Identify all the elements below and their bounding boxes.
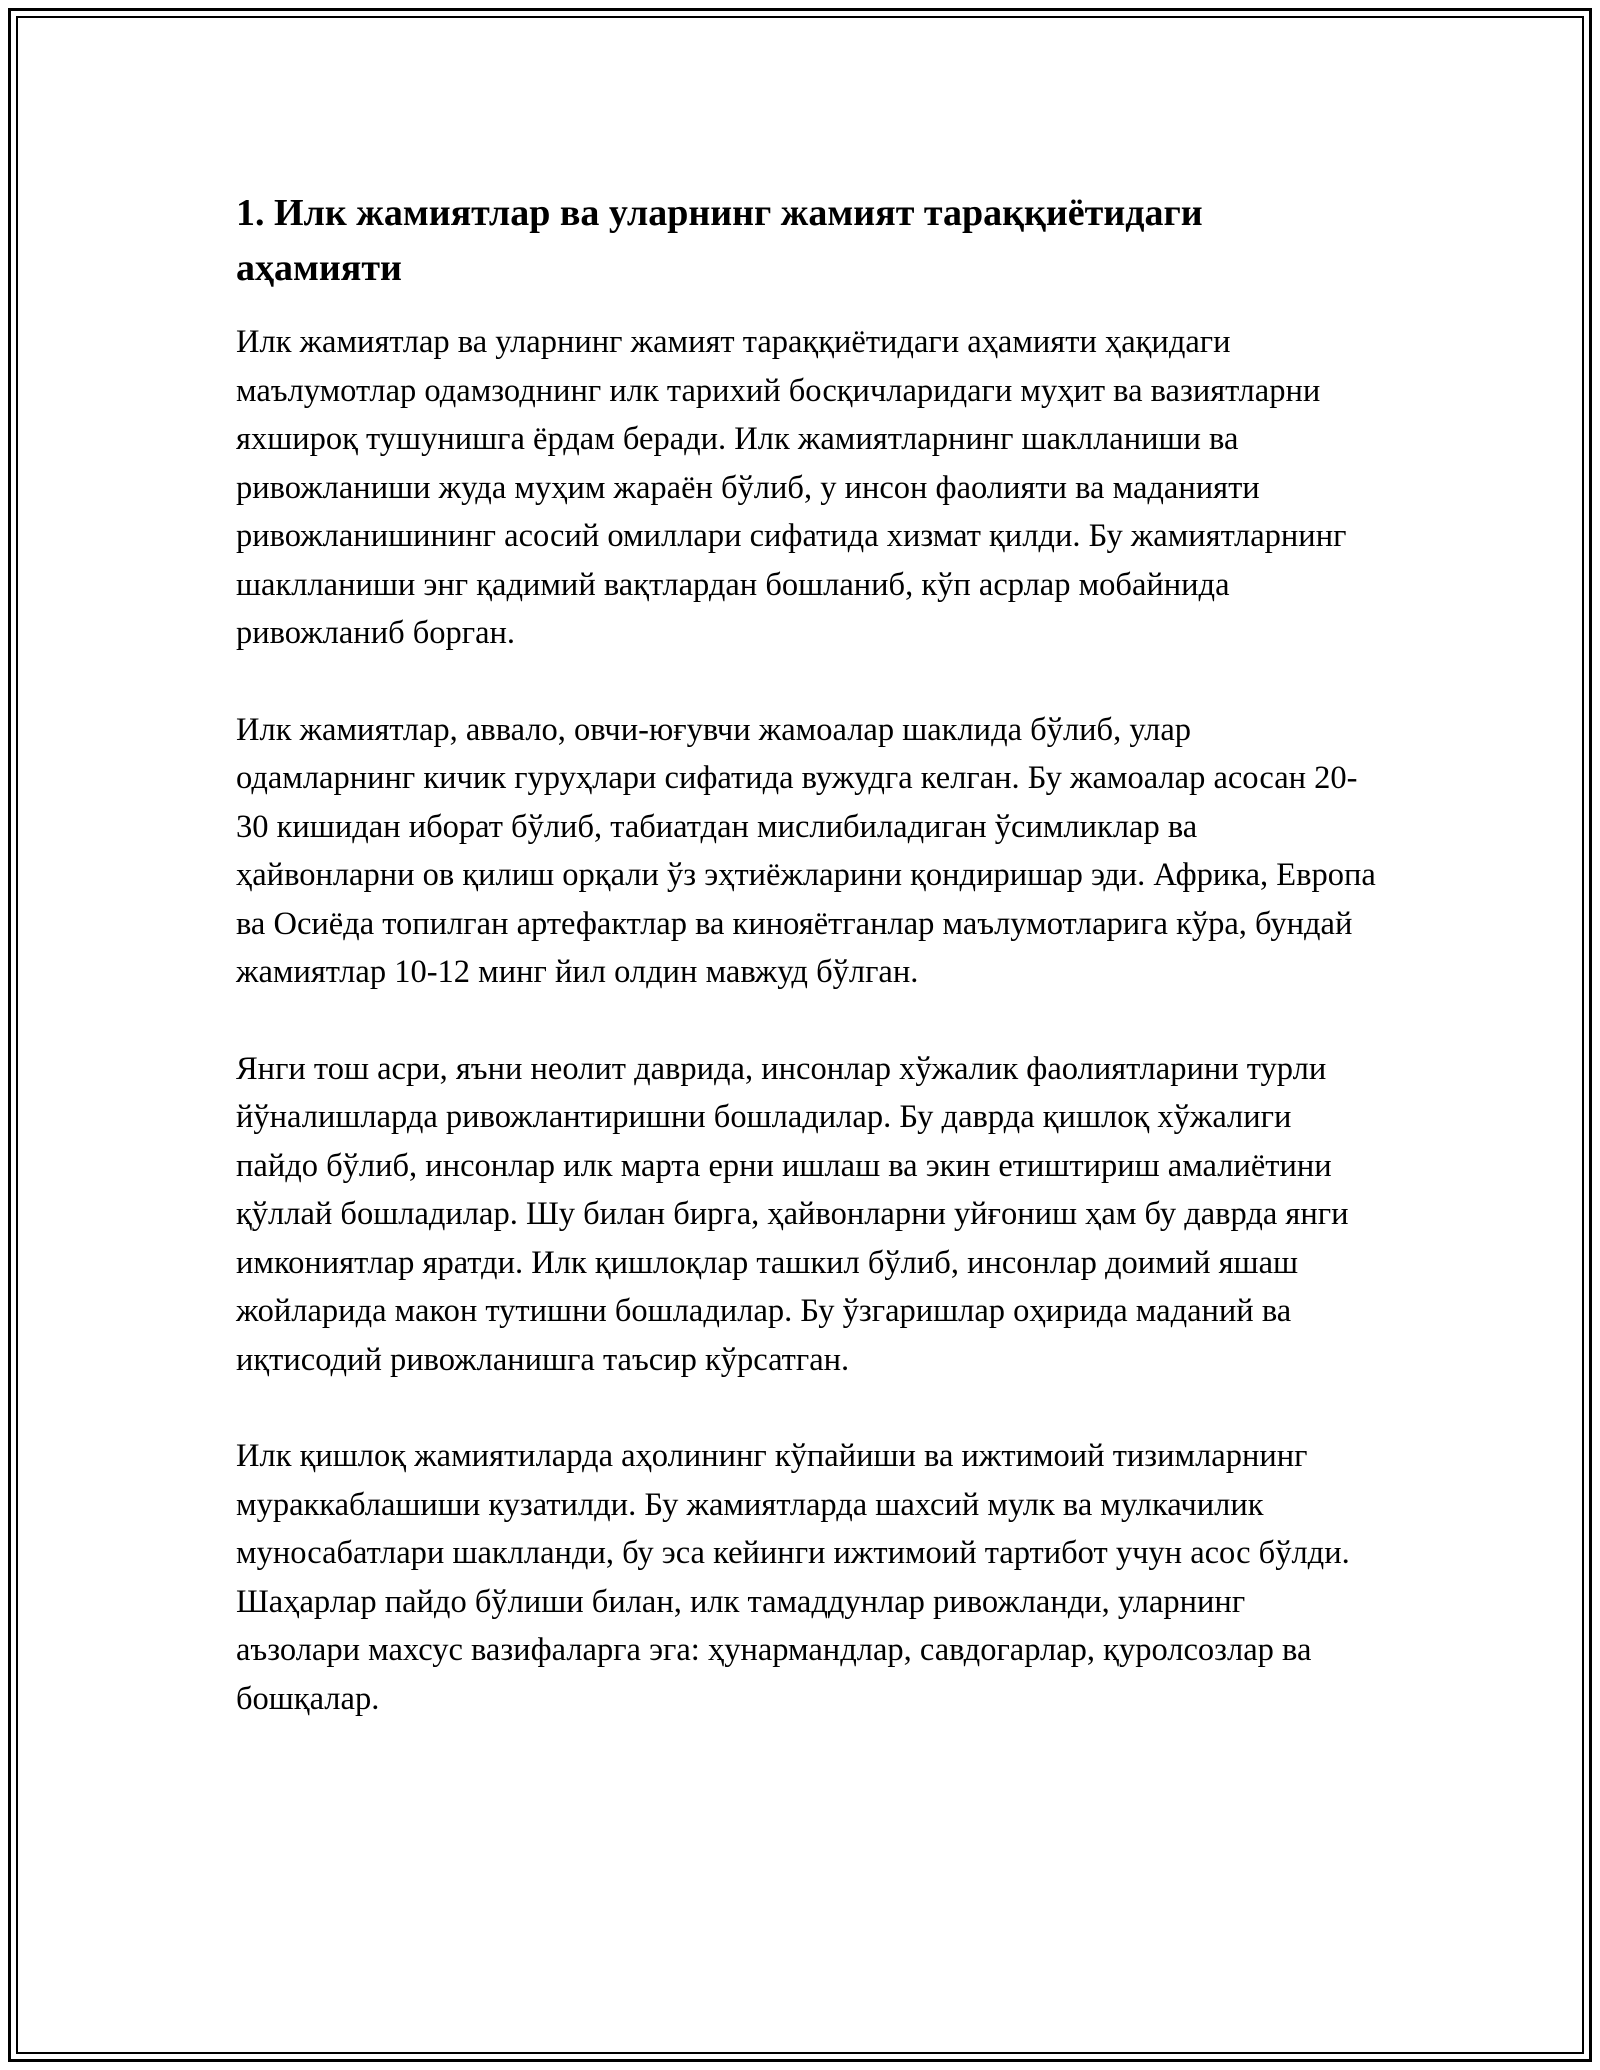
paragraph-2: Илк жамиятлар, аввало, овчи-юғувчи жамоалар шаклида бўлиб, улар одамларнинг кичик гуруҳлари сифатида вужудга келган. Бу жамоалар асосан 20-30 кишидан иборат бўлиб, табиатдан мислибиладиган ўсимликлар ва ҳайвонларни ов қилиш орқали ўз эҳтиёжларини қондиришар эди. Африка, Европа ва Осиёда топилган артефактлар ва кинояётганлар маълумотларига кўра, бундай жамиятлар 10-12 минг йил олдин мавжуд бўлган. xyxy=(236,711,1376,990)
document-body xyxy=(236,186,1376,1723)
paragraph-3: Янги тош асри, яъни неолит даврида, инсонлар хўжалик фаолиятларини турли йўналишларда ривожлантиришни бошладилар. Бу даврда қишлоқ хўжалиги пайдо бўлиб, инсонлар илк марта ерни ишлаш ва экин етиштириш амалиётини қўллай бошладилар. Шу билан бирга, ҳайвонларни уйғониш ҳам бу даврда янги имкониятлар яратди. Илк қишлоқлар ташкил бўлиб, инсонлар доимий яшаш жойларида макон тутишни бошладилар. Бу ўзгаришлар оҳирида маданий ва иқтисодий ривожланишга таъсир кўрсатган. xyxy=(236,1050,1349,1378)
section-heading: 1. Илк жамиятлар ва уларнинг жамият тараққиётидаги аҳамияти xyxy=(236,192,1203,289)
paragraph-4: Илк қишлоқ жамиятиларда аҳолининг кўпайиши ва ижтимоий тизимларнинг мураккаблашиши кузатилди. Бу жамиятларда шахсий мулк ва мулкачилик муносабатлари шаклланди, бу эса кейинги ижтимоий тартибот учун асос бўлди. Шаҳарлар пайдо бўлиши билан, илк тамаддунлар ривожланди, уларнинг аъзолари махсус вазифаларга эга: ҳунармандлар, савдогарлар, қуролсозлар ва бошқалар. xyxy=(236,1438,1350,1717)
paragraph-1: Илк жамиятлар ва уларнинг жамият тараққиётидаги аҳамияти ҳақидаги маълумотлар одамзоднинг илк тарихий босқичларидаги муҳит ва вазиятларни яхшироқ тушунишга ёрдам беради. Илк жамиятларнинг шаклланиши ва ривожланиши жуда муҳим жараён бўлиб, у инсон фаолияти ва маданияти ривожланишининг асосий омиллари сифатида хизмат қилди. Бу жамиятларнинг шаклланиши энг қадимий вақтлардан бошланиб, кўп асрлар мобайнида ривожланиб борган. xyxy=(236,324,1347,651)
